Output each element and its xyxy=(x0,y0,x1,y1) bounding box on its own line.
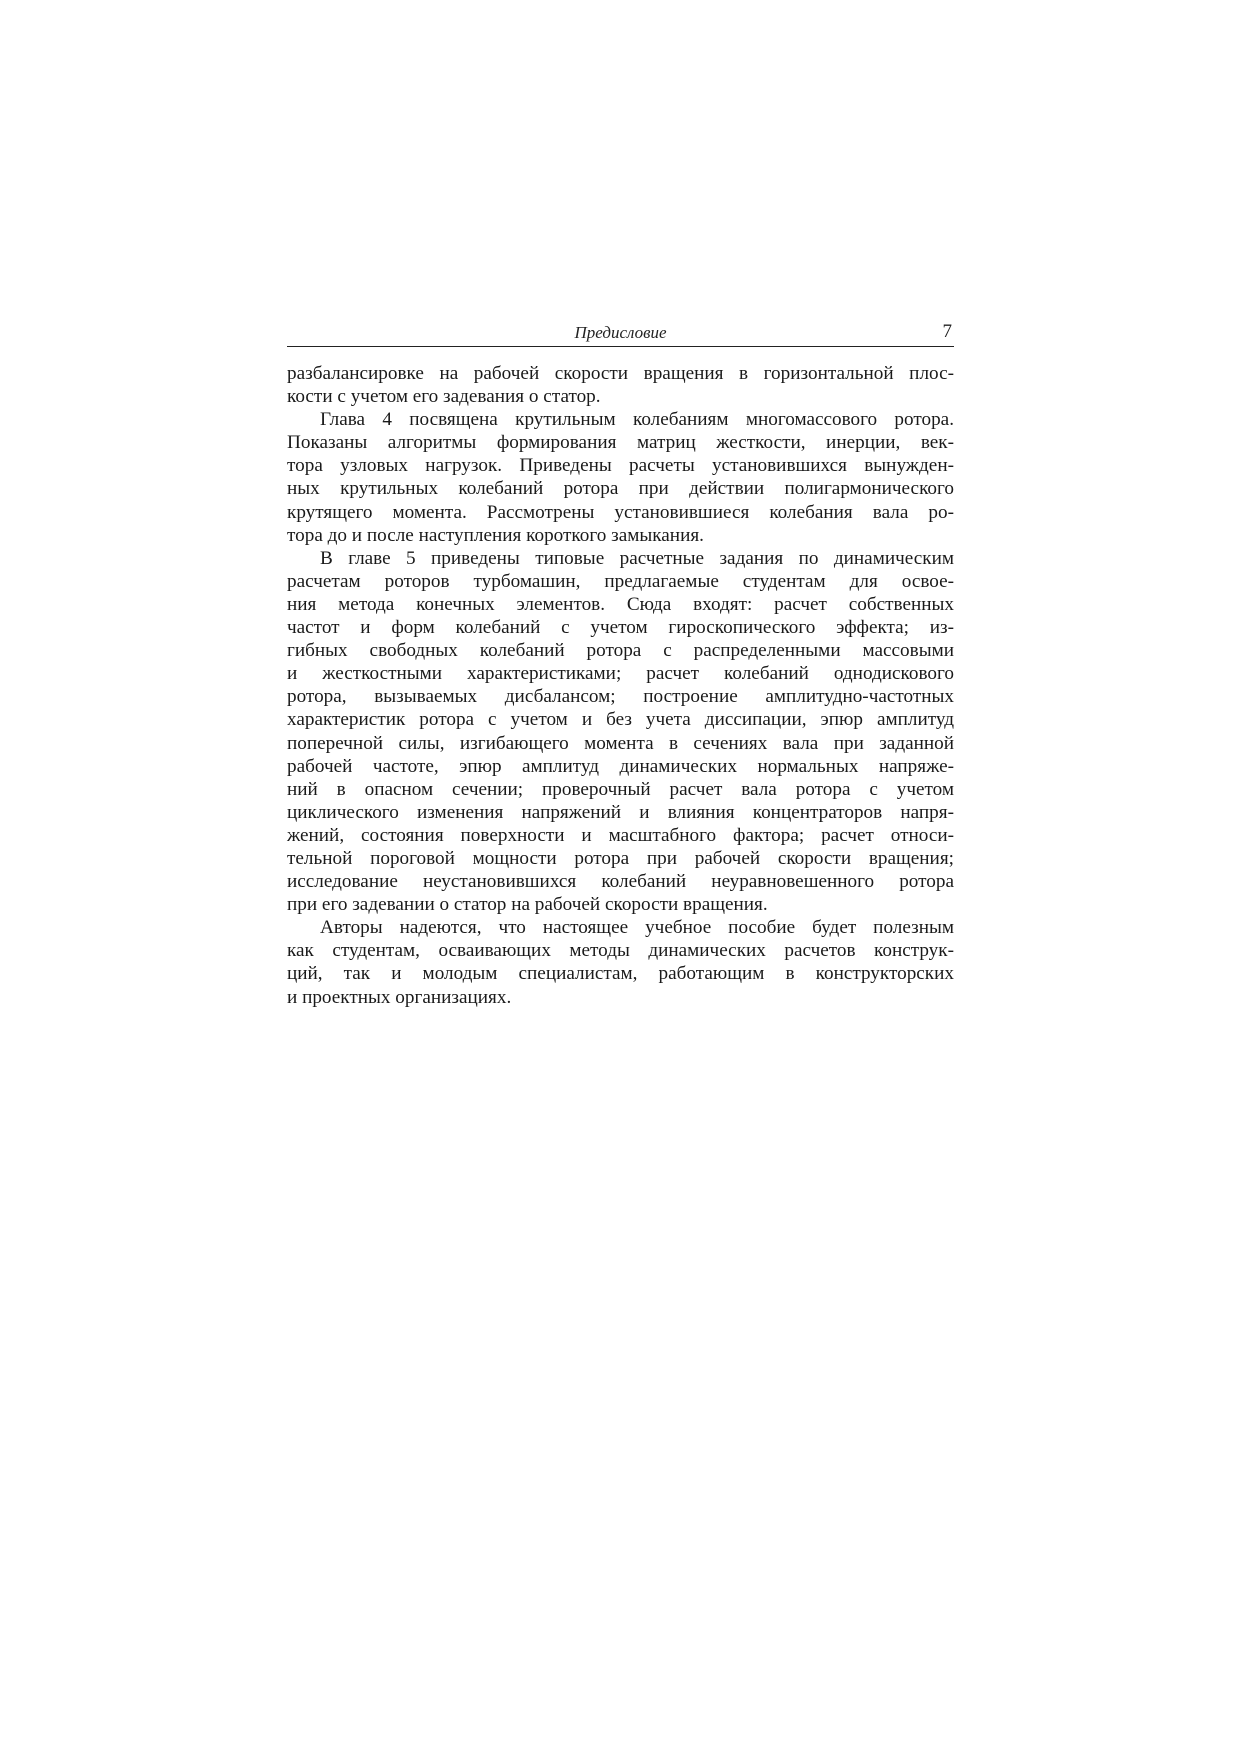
text-line: гибных свободных колебаний ротора с распределенными массовыми xyxy=(287,640,954,662)
text-line: ротора, вызываемых дисбалансом; построение амплитудно-частотных xyxy=(287,686,954,708)
text-line: Глава 4 посвящена крутильным колебаниям многомассового ротора. xyxy=(320,409,954,431)
paragraph xyxy=(287,408,954,547)
text-line: характеристик ротора с учетом и без учета диссипации, эпюр амплитуд xyxy=(287,709,954,731)
text-line: кости с учетом его задевания о статор. xyxy=(287,386,601,408)
paragraph xyxy=(287,362,954,408)
text-line: исследование неустановившихся колебаний неуравновешенного ротора xyxy=(287,871,954,893)
text-line: и жесткостными характеристиками; расчет колебаний однодискового xyxy=(287,663,954,685)
text-line: ных крутильных колебаний ротора при действии полигармонического xyxy=(287,478,954,500)
text-line: тора узловых нагрузок. Приведены расчеты установившихся вынужден- xyxy=(287,455,954,477)
text-line: Авторы надеются, что настоящее учебное пособие будет полезным xyxy=(320,917,954,939)
text-line: как студентам, осваивающих методы динамических расчетов конструк- xyxy=(287,940,954,962)
text-line: при его задевании о статор на рабочей скорости вращения. xyxy=(287,894,768,916)
text-line: рабочей частоте, эпюр амплитуд динамических нормальных напряже- xyxy=(287,755,954,777)
text-line: разбалансировке на рабочей скорости вращения в горизонтальной плос- xyxy=(287,363,954,384)
running-header xyxy=(287,320,954,347)
running-title: Предисловие xyxy=(574,323,667,342)
book-page xyxy=(287,320,954,1009)
text-line: частот и форм колебаний с учетом гироскопического эффекта; из- xyxy=(287,617,954,639)
text-line: ний в опасном сечении; проверочный расчет вала ротора с учетом xyxy=(287,778,954,800)
text-line: тельной пороговой мощности ротора при рабочей скорости вращения; xyxy=(287,847,954,869)
paragraph xyxy=(287,916,954,1008)
text-line: расчетам роторов турбомашин, предлагаемые студентам для освое- xyxy=(287,570,954,592)
body-text xyxy=(287,362,954,1009)
text-line: ций, так и молодым специалистам, работающим в конструкторских xyxy=(287,963,954,985)
text-line: ния метода конечных элементов. Сюда входят: расчет собственных xyxy=(287,593,954,615)
text-line: тора до и после наступления короткого замыкания. xyxy=(287,524,704,546)
text-line: жений, состояния поверхности и масштабного фактора; расчет относи- xyxy=(287,824,954,846)
page-number: 7 xyxy=(942,321,952,342)
text-line: поперечной силы, изгибающего момента в сечениях вала при заданной xyxy=(287,732,954,754)
text-line: циклического изменения напряжений и влияния концентраторов напря- xyxy=(287,801,954,823)
text-line: В главе 5 приведены типовые расчетные задания по динамическим xyxy=(320,547,954,569)
text-line: и проектных организациях. xyxy=(287,986,512,1008)
text-line: крутящего момента. Рассмотрены установившиеся колебания вала ро- xyxy=(287,501,954,523)
text-line: Показаны алгоритмы формирования матриц жесткости, инерции, век- xyxy=(287,432,954,454)
paragraph xyxy=(287,547,954,917)
